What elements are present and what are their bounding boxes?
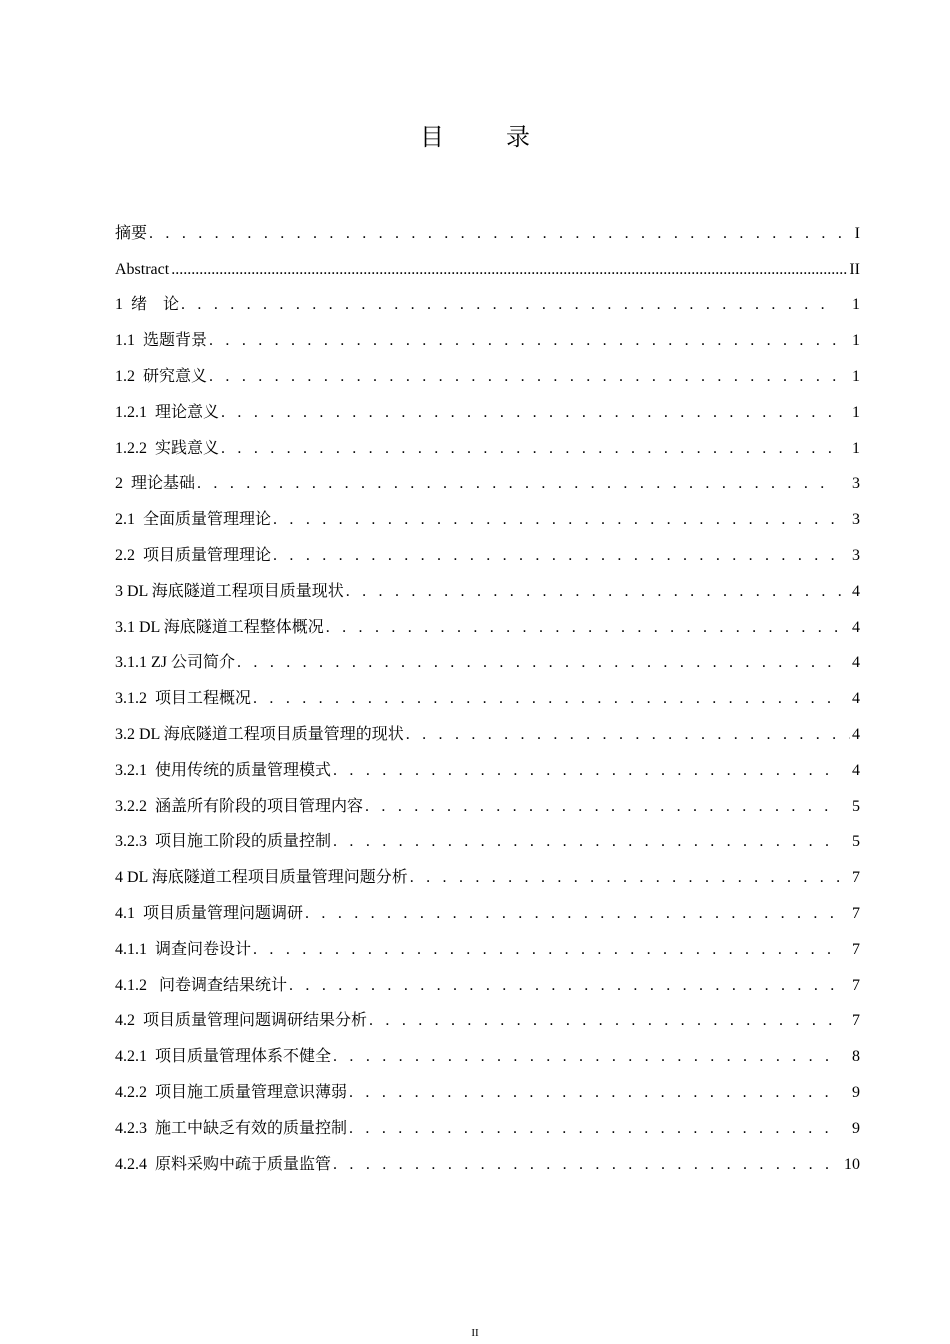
toc-dot-leader [333, 1155, 836, 1175]
toc-entry-page: I [854, 224, 860, 242]
toc-entry-2-1[interactable] [115, 494, 860, 530]
toc-entry-2[interactable] [115, 459, 860, 495]
toc-dot-leader [349, 1119, 836, 1139]
toc-entry-label: 4.2 项目质量管理问题调研结果分析 [115, 1012, 368, 1030]
toc-dot-leader [181, 295, 836, 315]
toc-entry-page: 10 [844, 1155, 860, 1173]
toc-entry-label: 4.1.1 调查问卷设计 [115, 940, 252, 958]
toc-entry-label: 3.1 DL 海底隧道工程整体概况 [115, 618, 324, 636]
toc-dot-leader [289, 976, 836, 996]
toc-entry-label: 4.1 项目质量管理问题调研 [115, 904, 304, 922]
toc-entry-page: II [849, 260, 860, 278]
toc-entry-label: 1.2 研究意义 [115, 367, 208, 385]
toc-entry-label: 1.2.2 实践意义 [115, 439, 220, 457]
toc-dot-leader [149, 224, 853, 244]
toc-entry-4-2[interactable] [115, 996, 860, 1032]
toc-entry-3-1[interactable] [115, 602, 860, 638]
toc-entry-label: 摘要 [115, 224, 148, 242]
toc-entry-label: 3.1.2 项目工程概况 [115, 690, 252, 708]
toc-entry-label: 3.2 DL 海底隧道工程项目质量管理的现状 [115, 725, 404, 743]
toc-dot-leader [326, 618, 850, 638]
toc-entry-4[interactable] [115, 852, 860, 888]
toc-dot-leader [365, 797, 836, 817]
toc-entry-label: 2.2 项目质量管理理论 [115, 546, 272, 564]
toc-dot-leader [197, 474, 836, 494]
toc-dot-leader [253, 940, 836, 960]
toc-entry-page: 7 [852, 904, 860, 922]
toc-dot-leader [346, 582, 850, 602]
toc-dot-leader [333, 761, 836, 781]
toc-entry-2-2[interactable] [115, 530, 860, 566]
toc-entry-label: 3.2.1 使用传统的质量管理模式 [115, 761, 332, 779]
toc-entry-label: 1.1 选题背景 [115, 332, 208, 350]
toc-dot-leader [273, 546, 836, 566]
toc-entry-page: 8 [852, 1048, 860, 1066]
toc-entry-page: 7 [852, 940, 860, 958]
toc-entry-page: 4 [852, 725, 860, 743]
toc-dot-leader [273, 510, 836, 530]
toc-entry-1-2[interactable] [115, 351, 860, 387]
toc-dot-leader [237, 653, 836, 673]
toc-entry-1[interactable] [115, 280, 860, 316]
toc-entry-3-2-1[interactable] [115, 745, 860, 781]
toc-entry-page: 7 [852, 1012, 860, 1030]
toc-entry-page: 4 [852, 690, 860, 708]
toc-entry-1-1[interactable] [115, 315, 860, 351]
toc-entry-label: 3.2.3 项目施工阶段的质量控制 [115, 833, 332, 851]
toc-entry-page: 3 [852, 546, 860, 564]
toc-entry-page: 1 [852, 367, 860, 385]
toc-entry-page: 1 [852, 296, 860, 314]
toc-entry-page: 1 [852, 403, 860, 421]
toc-entry-page: 9 [852, 1119, 860, 1137]
toc-entry-page: 4 [852, 618, 860, 636]
toc-entry-3-2[interactable] [115, 709, 860, 745]
toc-entry-3[interactable] [115, 566, 860, 602]
toc-entry-page: 5 [852, 797, 860, 815]
page-title: 目 录 [420, 125, 558, 151]
toc-entry-label: 3.2.2 涵盖所有阶段的项目管理内容 [115, 797, 364, 815]
toc-dot-leader [369, 1011, 836, 1031]
toc-entry-label: 4.2.4 原料采购中疏于质量监管 [115, 1155, 332, 1173]
table-of-contents [115, 208, 860, 1175]
toc-entry-label: 4.1.2 问卷调查结果统计 [115, 976, 288, 994]
toc-entry-page: 4 [852, 582, 860, 600]
toc-entry-page: 4 [852, 654, 860, 672]
toc-entry-abstract-en[interactable] [115, 244, 860, 280]
toc-dot-leader [221, 439, 836, 459]
toc-entry-abstract-cn[interactable] [115, 208, 860, 244]
toc-entry-page: 5 [852, 833, 860, 851]
toc-entry-label: 4 DL 海底隧道工程项目质量管理问题分析 [115, 869, 408, 887]
toc-entry-page: 1 [852, 439, 860, 457]
toc-entry-page: 3 [852, 511, 860, 529]
toc-entry-label: 4.2.2 项目施工质量管理意识薄弱 [115, 1083, 348, 1101]
toc-entry-page: 1 [852, 332, 860, 350]
toc-entry-4-2-3[interactable] [115, 1103, 860, 1139]
toc-entry-page: 7 [852, 976, 860, 994]
toc-entry-1-2-2[interactable] [115, 423, 860, 459]
toc-dot-leader [410, 868, 850, 888]
toc-entry-page: 7 [852, 869, 860, 887]
toc-dot-leader [305, 904, 836, 924]
toc-dot-leader [209, 367, 836, 387]
toc-entry-label: 3.1.1 ZJ 公司简介 [115, 654, 236, 672]
toc-entry-4-2-2[interactable] [115, 1067, 860, 1103]
toc-entry-page: 3 [852, 475, 860, 493]
toc-dot-leader [253, 689, 836, 709]
toc-entry-page: 9 [852, 1083, 860, 1101]
toc-entry-3-2-2[interactable] [115, 781, 860, 817]
toc-entry-label: 2.1 全面质量管理理论 [115, 511, 272, 529]
toc-entry-label: 4.2.1 项目质量管理体系不健全 [115, 1048, 332, 1066]
toc-entry-3-1-1[interactable] [115, 638, 860, 674]
toc-entry-4-1-1[interactable] [115, 924, 860, 960]
toc-entry-label: Abstract [115, 260, 170, 278]
toc-entry-label: 1 绪 论 [115, 296, 180, 314]
toc-entry-label: 2 理论基础 [115, 475, 196, 493]
toc-dot-leader [333, 1047, 836, 1067]
toc-dot-leader [349, 1083, 836, 1103]
toc-dot-leader [209, 331, 836, 351]
toc-entry-1-2-1[interactable] [115, 387, 860, 423]
toc-dot-leader [171, 260, 847, 280]
toc-entry-page: 4 [852, 761, 860, 779]
toc-entry-3-1-2[interactable] [115, 673, 860, 709]
toc-entry-4-2-4[interactable] [115, 1139, 860, 1175]
toc-entry-label: 4.2.3 施工中缺乏有效的质量控制 [115, 1119, 348, 1137]
toc-entry-4-1[interactable] [115, 888, 860, 924]
toc-dot-leader [406, 725, 850, 745]
toc-dot-leader [221, 403, 836, 423]
toc-entry-label: 3 DL 海底隧道工程项目质量现状 [115, 582, 344, 600]
footer-page-number: II [471, 1327, 479, 1339]
toc-entry-label: 1.2.1 理论意义 [115, 403, 220, 421]
toc-entry-3-2-3[interactable] [115, 817, 860, 853]
toc-dot-leader [333, 832, 836, 852]
toc-entry-4-1-2[interactable] [115, 960, 860, 996]
toc-entry-4-2-1[interactable] [115, 1031, 860, 1067]
